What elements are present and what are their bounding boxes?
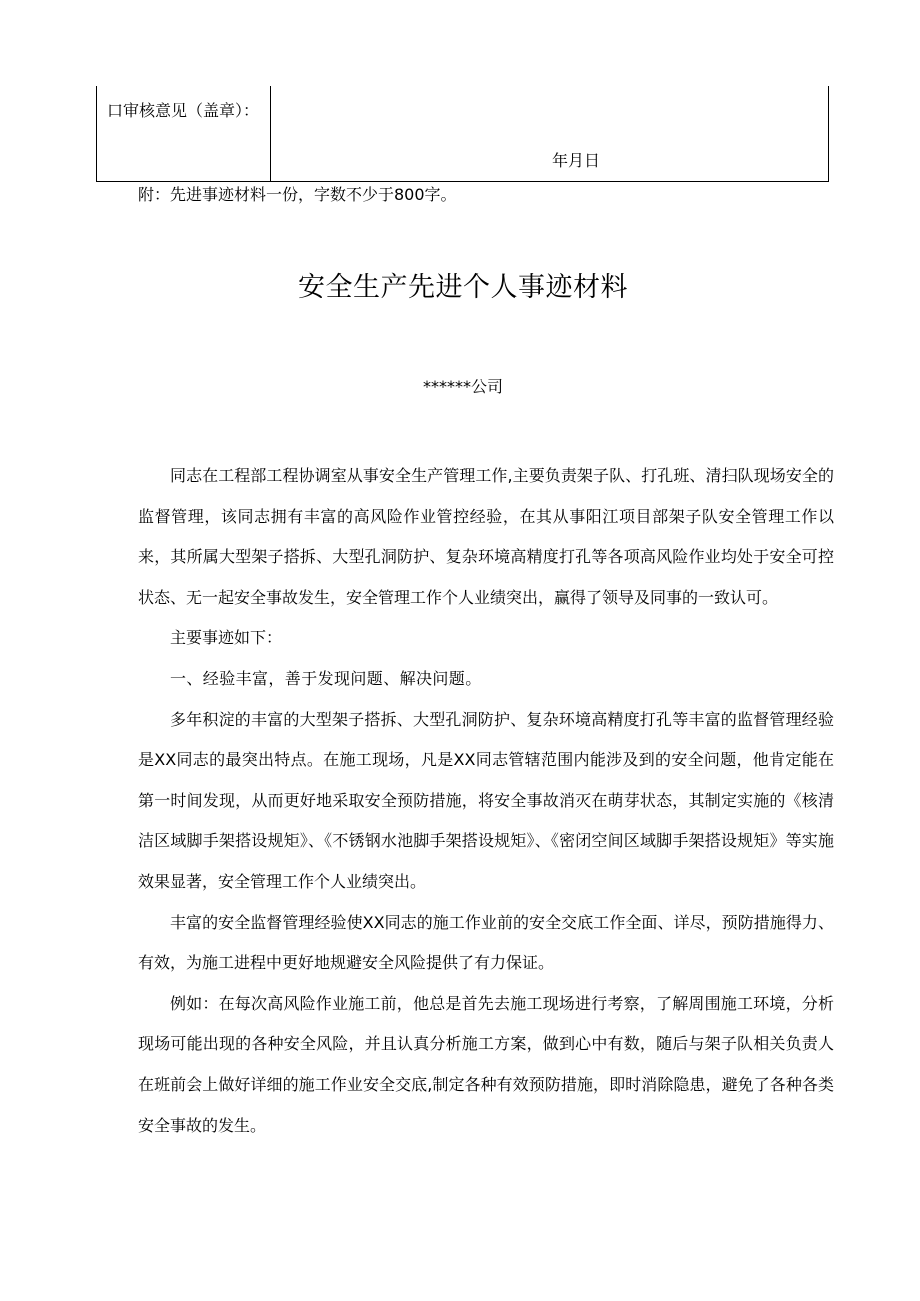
company-name: ******公司 [422,377,503,396]
attachment-note: 附：先进事迹材料一份，字数不少于800字。 [138,185,457,204]
document-title: 安全生产先进个人事迹材料 [298,272,628,303]
document-body [138,456,834,1146]
intro-paragraph: 同志在工程部工程协调室从事安全生产管理工作,主要负责架子队、打孔班、清扫队现场安全的监督管理，该同志拥有丰富的高风险作业管控经验，在其从事阳江项目部架子队安全管理工作以来，其所属大型架子搭拆、大型孔洞防护、复杂环境高精度打孔等各项高风险作业均处于安全可控状态、无一起安全事故发生，安全管理工作个人业绩突出，赢得了领导及同事的一致认可。 [138,466,834,607]
table-right-border [828,86,829,182]
approval-table [96,86,829,182]
section-heading-1: 一、经验丰富，善于发现问题、解决问题。 [170,668,482,688]
review-opinion-label: 口审核意见（盖章）： [106,101,259,120]
example-paragraph: 例如：在每次高风险作业施工前，他总是首先去施工现场进行考察，了解周围施工环境，分析现场可能出现的各种安全风险，并且认真分析施工方案，做到心中有数，随后与架子队相关负责人在班前会上做好详细的施工作业安全交底,制定各种有效预防措施，即时消除隐患，避免了各种各类安全事故的发生。 [138,993,834,1135]
review-date-line: 年月日 [551,151,600,170]
experience-paragraph: 多年积淀的丰富的大型架子搭拆、大型孔洞防护、复杂环境高精度打孔等丰富的监督管理经验是XX同志的最突出特点。在施工现场，凡是XX同志管辖范围内能涉及到的安全问题，他肯定能在第一时间发现，从而更好地采取安全预防措施，将安全事故消灭在萌芽状态，其制定实施的《核清洁区域脚手架搭设规矩》、《不锈钢水池脚手架搭设规矩》、《密闭空间区域脚手架搭设规矩》等实施效果显著，安全管理工作个人业绩突出。 [138,709,834,891]
briefing-paragraph: 丰富的安全监督管理经验使XX同志的施工作业前的安全交底工作全面、详尽，预防措施得力、有效，为施工进程中更好地规避安全风险提供了有力保证。 [138,912,834,973]
table-column-divider [270,86,271,182]
main-deeds-lead: 主要事迹如下： [170,628,283,648]
